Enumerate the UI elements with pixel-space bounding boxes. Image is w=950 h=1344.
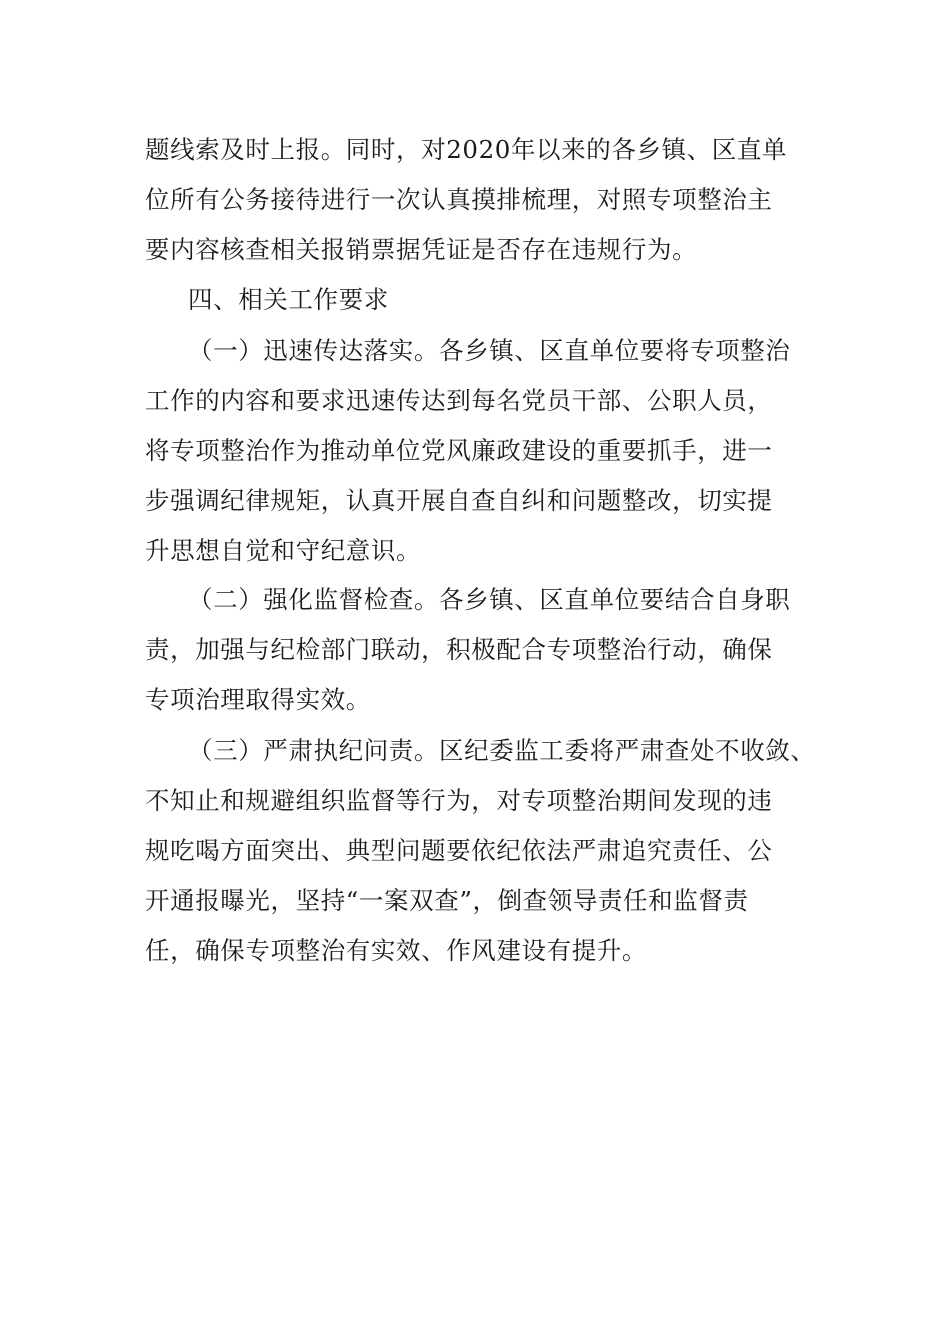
paragraph-line: 将专项整治作为推动单位党风廉政建设的重要抓手，进一 — [145, 436, 773, 465]
paragraph-line: 不知止和规避组织监督等行为，对专项整治期间发现的违 — [145, 786, 773, 815]
paragraph-line: （一）迅速传达落实。各乡镇、区直单位要将专项整治 — [188, 336, 791, 365]
paragraph-line: （三）严肃执纪问责。区纪委监工委将严肃查处不收敛、 — [188, 736, 816, 765]
paragraph-line: 开通报曝光，坚持“一案双查”，倒查领导责任和监督责 — [145, 886, 749, 915]
paragraph-line: 责，加强与纪检部门联动，积极配合专项整治行动，确保 — [145, 635, 773, 664]
paragraph-line: 专项治理取得实效。 — [145, 685, 371, 714]
paragraph-line: 步强调纪律规矩，认真开展自查自纠和问题整改，切实提 — [145, 486, 773, 515]
paragraph-line: 升思想自觉和守纪意识。 — [145, 536, 422, 565]
paragraph-line: 题线索及时上报。同时，对2020年以来的各乡镇、区直单 — [145, 135, 788, 164]
paragraph-line: 工作的内容和要求迅速传达到每名党员干部、公职人员， — [145, 386, 773, 415]
paragraph-line: 要内容核查相关报销票据凭证是否存在违规行为。 — [145, 235, 698, 264]
paragraph-line: 任，确保专项整治有实效、作风建设有提升。 — [145, 936, 647, 965]
paragraph-line: 规吃喝方面突出、典型问题要依纪依法严肃追究责任、公 — [145, 836, 773, 865]
paragraph-line: （二）强化监督检查。各乡镇、区直单位要结合自身职 — [188, 585, 791, 614]
paragraph-line: 位所有公务接待进行一次认真摸排梳理，对照专项整治主 — [145, 185, 773, 214]
section-heading: 四、相关工作要求 — [188, 285, 389, 314]
